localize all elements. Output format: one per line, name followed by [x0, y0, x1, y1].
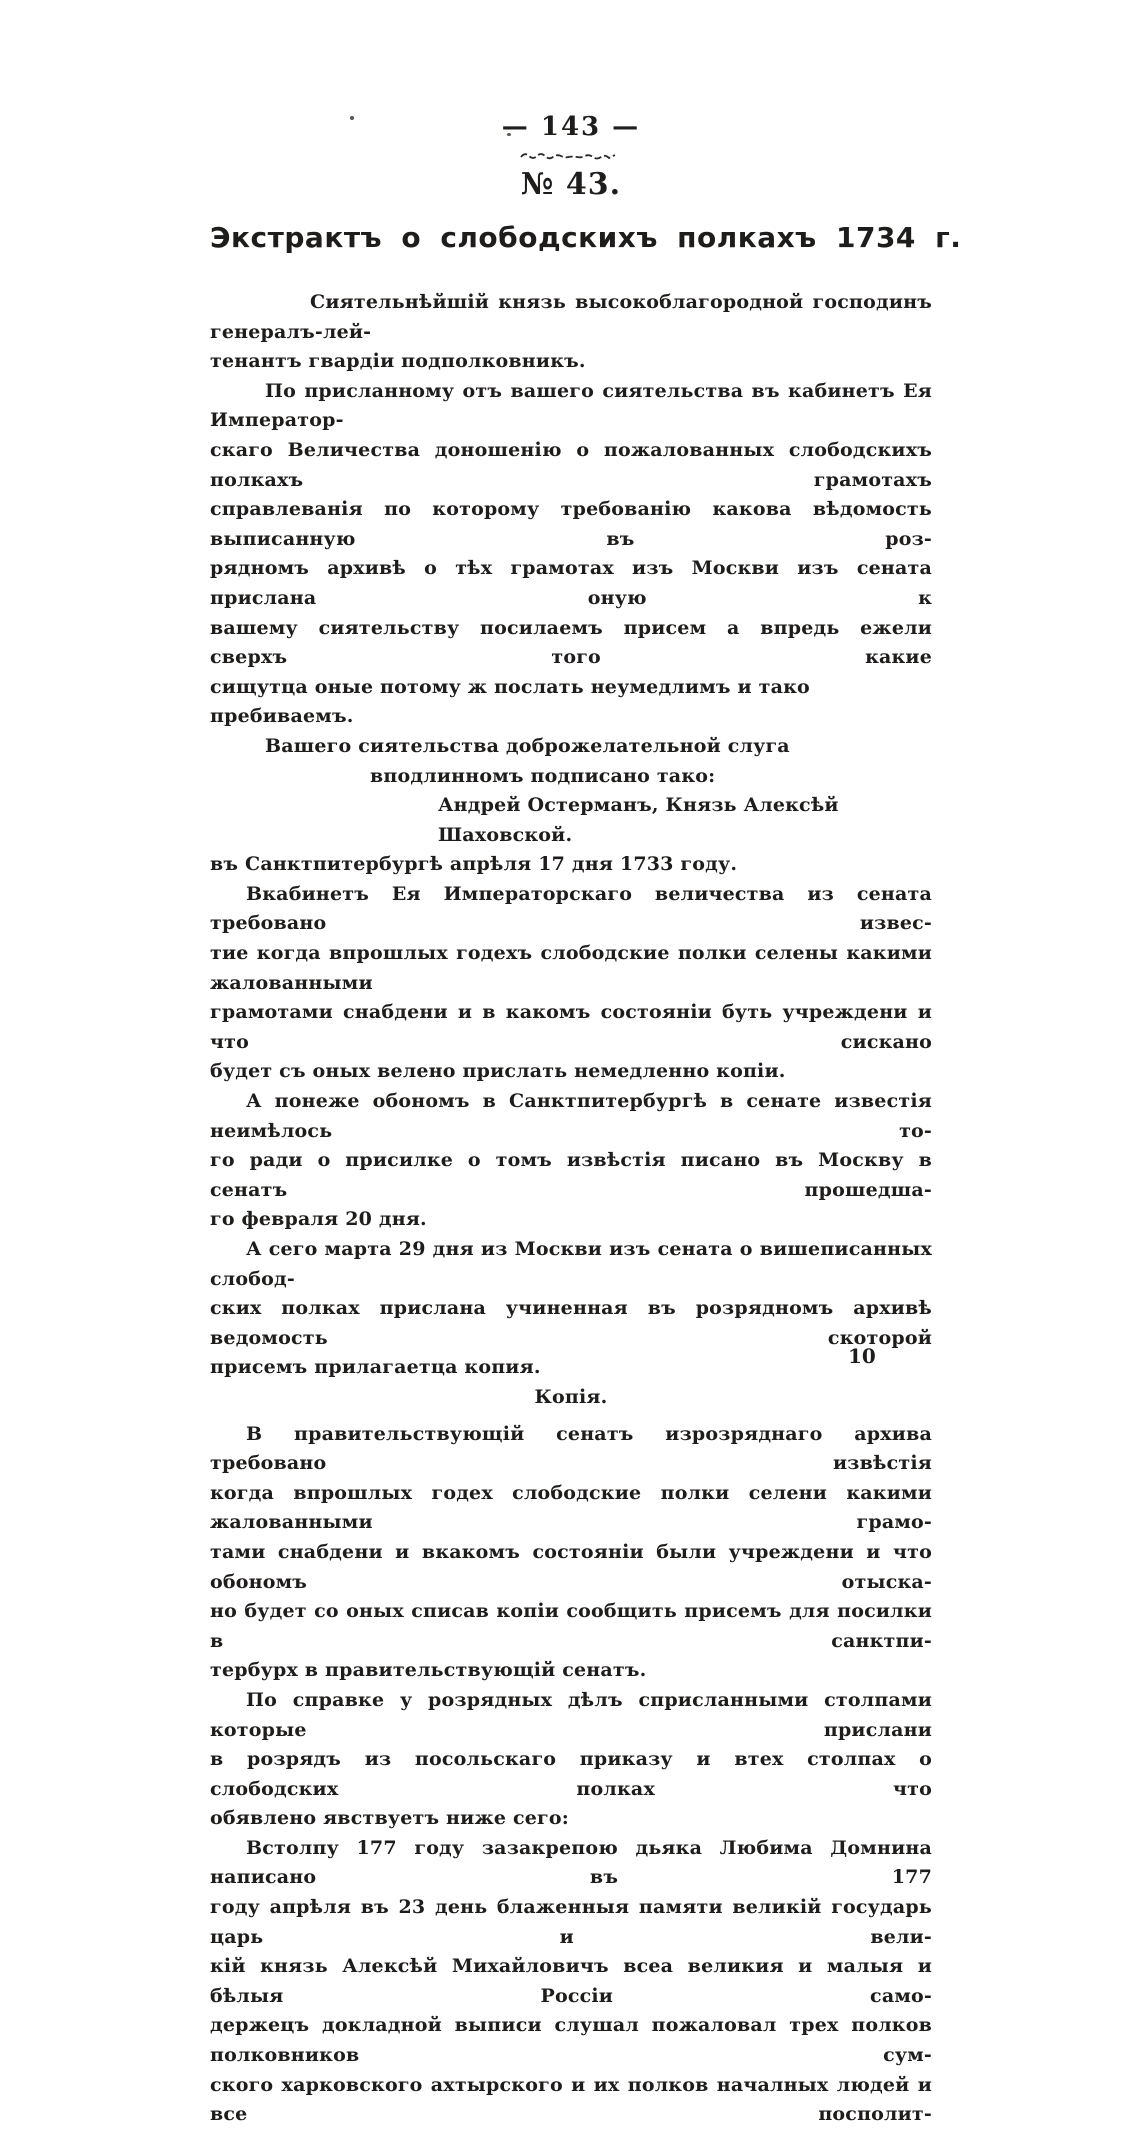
text-line: Вашего сиятельства доброжелательной слуга — [265, 734, 790, 757]
text-line: тие когда впрошлых годехъ слободские полки селены какими жалованными — [210, 942, 932, 994]
text-line: В правительствующій сенатъ изрозряднаго архива требовано извѣстія — [210, 1422, 932, 1475]
text-line: тербурх в правительствующій сенатъ. — [210, 1659, 647, 1682]
text-line: грамотами снабдени и в какомъ состояніи буть учреждени и что сискано — [210, 1001, 932, 1053]
text-line: го февраля 20 дня. — [210, 1208, 427, 1231]
text-line: скаго Величества доношенію о пожалованных слободскихъ полкахъ грамотахъ — [210, 438, 932, 491]
text-line-dateline: въ Санктпитербургѣ апрѣля 17 дня 1733 году. — [210, 853, 738, 876]
text-line: будет съ оных велено прислать немедленно копіи. — [210, 1060, 786, 1083]
text-line: тенантъ гвардіи подполковникъ. — [210, 350, 586, 373]
text-line: сищутца оные потому ж послать неумедлимъ и тако пребиваемъ. — [210, 675, 810, 728]
text-line: А сего марта 29 дня из Москви изъ сената о вишеписанных слобод- — [210, 1238, 932, 1290]
text-line: ского харковского ахтырского и их полков началных людей и все посполит- — [210, 2073, 932, 2126]
text-line: По справке у розрядных дѣлъ сприсланными столпами которые прислани — [210, 1688, 932, 1741]
text-line: рядномъ архивѣ о тѣх грамотах изъ Москви изъ сената прислана оную к — [210, 557, 932, 609]
text-line: тами снабдени и вкакомъ состояніи были учреждени и что обономъ отыска- — [210, 1540, 932, 1593]
text-line-signatures: Андрей Остерманъ, Князь Алексѣй Шаховской. — [438, 794, 839, 846]
text-line: вашему сиятельству посилаемъ присем а впредь ежели сверхъ того какие — [210, 616, 932, 669]
document-title: Экстрактъ о слободскихъ полкахъ 1734 г. — [210, 221, 962, 254]
text-line: справлеванія по которому требованію какова вѣдомость выписанную въ роз- — [210, 498, 932, 550]
text-line: обявлено явствуетъ ниже сего: — [210, 1807, 569, 1830]
text-line: держецъ докладной выписи слушал пожаловал трех полков полковников сум- — [210, 2014, 932, 2067]
text-line-signature-intro: вподлинномъ подписано тако: — [370, 764, 716, 787]
body-text — [210, 288, 932, 2130]
text-line: Вкабинетъ Ея Императорскаго величества из сената требовано извес- — [210, 882, 932, 935]
text-line: Сиятельнѣйшій князь высокоблагородной господинъ генералъ-лей- — [210, 291, 932, 343]
text-line: но будет со оных списав копіи сообщить присемъ для посилки в санктпи- — [210, 1600, 932, 1652]
text-line: Встолпу 177 году зазакрепою дьяка Любима Домнина написано въ 177 — [210, 1836, 932, 1889]
sheet-number: 10 — [848, 1344, 876, 1368]
text-line: А понеже обономъ в Санктпитербургѣ в сенате известія неимѣлось то- — [210, 1090, 932, 1142]
text-line: По присланному отъ вашего сиятельства въ кабинетъ Ея Император- — [210, 379, 932, 432]
document-number: № 43. — [520, 167, 622, 202]
text-line-copy-heading: Копія. — [534, 1385, 608, 1408]
flourish-underline — [520, 145, 624, 164]
text-line: году апрѣля въ 23 день блаженныя памяти великій государь царь и вели- — [210, 1896, 932, 1948]
text-line: в розрядъ из посольскаго приказу и втех столпах о слободских полках что — [210, 1748, 932, 1800]
text-line: ских полках прислана учиненная въ розрядномъ архивѣ ведомость скоторой — [210, 1297, 932, 1349]
text-line: присемъ прилагаетца копия. — [210, 1356, 541, 1379]
text-line: кій князь Алексѣй Михайловичъ всеа великия и малыя и бѣлыя Россіи само- — [210, 1955, 932, 2007]
text-line: когда впрошлых годех слободские полки селени какими жалованными грамо- — [210, 1481, 932, 1534]
page-number-header: — 143 — — [501, 112, 641, 142]
text-line: го ради о присилке о томъ извѣстія писано въ Москву в сенатъ прошедша- — [210, 1149, 932, 1201]
